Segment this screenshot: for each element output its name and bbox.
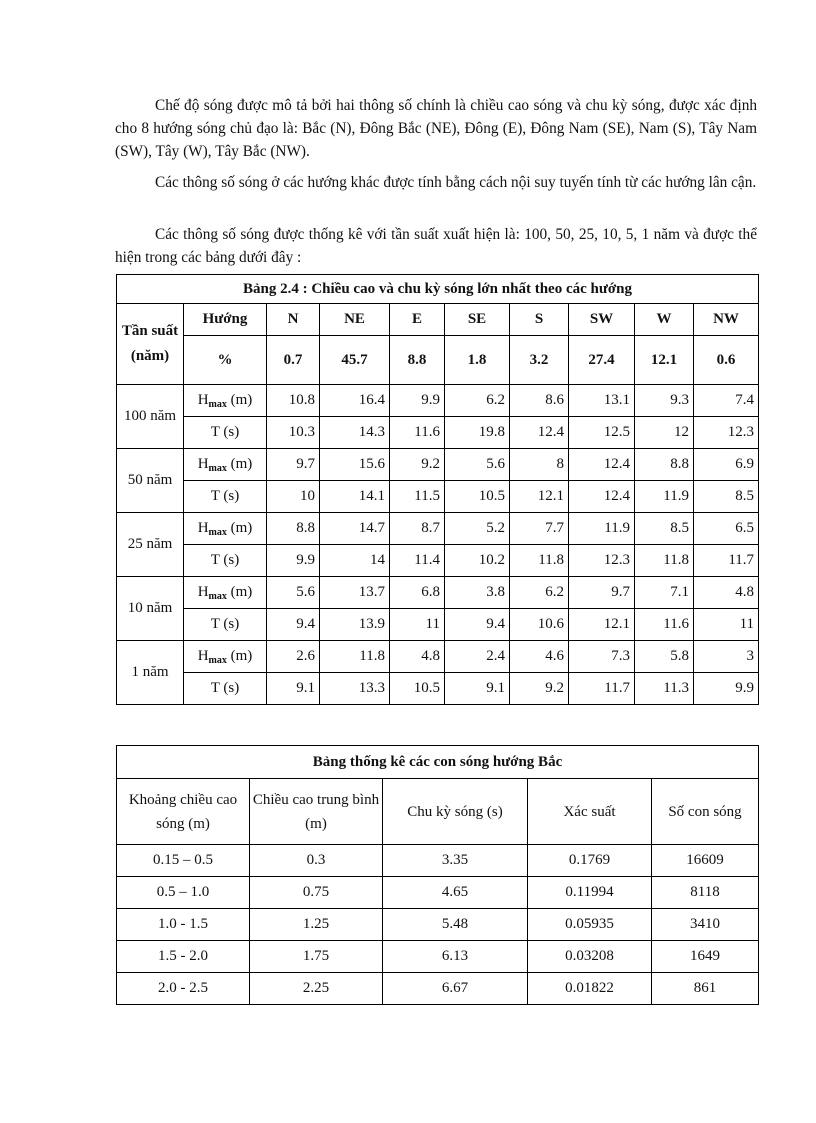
- value-cell: 11.8: [320, 641, 390, 673]
- table2-caption: Bảng thống kê các con sóng hướng Bắc: [117, 746, 759, 779]
- value-cell: 13.7: [320, 577, 390, 609]
- value-cell: 11.6: [390, 417, 445, 449]
- table-cell: 0.5 – 1.0: [117, 877, 250, 909]
- height-range-header: Khoảng chiều cao sóng (m): [117, 779, 250, 845]
- table-cell: 1.0 - 1.5: [117, 909, 250, 941]
- value-cell: 9.3: [635, 385, 694, 417]
- table-cell: 1.5 - 2.0: [117, 941, 250, 973]
- value-cell: 12: [635, 417, 694, 449]
- hmax-label: $H_{max}$ (m): [184, 513, 267, 545]
- pct-ne: 45.7: [320, 336, 390, 385]
- value-cell: 9.1: [445, 673, 510, 705]
- dir-nw: NW: [694, 304, 759, 336]
- value-cell: 9.4: [445, 609, 510, 641]
- table1-percent-row: [117, 336, 759, 385]
- value-cell: 5.8: [635, 641, 694, 673]
- table1-header-row: [117, 304, 759, 336]
- freq-cell: 10 năm: [117, 577, 184, 641]
- value-cell: 12.1: [510, 481, 569, 513]
- table-cell: 2.25: [250, 973, 383, 1005]
- value-cell: 10.5: [390, 673, 445, 705]
- value-cell: 10.6: [510, 609, 569, 641]
- table1-row-h: [117, 641, 759, 673]
- value-cell: 5.6: [445, 449, 510, 481]
- value-cell: 5.6: [267, 577, 320, 609]
- table-row: [117, 845, 759, 877]
- table-cell: 861: [652, 973, 759, 1005]
- table-cell: 0.3: [250, 845, 383, 877]
- value-cell: 9.2: [390, 449, 445, 481]
- table-cell: 0.01822: [528, 973, 652, 1005]
- table-cell: 0.1769: [528, 845, 652, 877]
- table-cell: 6.67: [383, 973, 528, 1005]
- value-cell: 6.8: [390, 577, 445, 609]
- wave-period-header: Chu kỳ sóng (s): [383, 779, 528, 845]
- hmax-label: $H_{max}$ (m): [184, 385, 267, 417]
- mean-height-header: Chiều cao trung bình (m): [250, 779, 383, 845]
- value-cell: 9.7: [267, 449, 320, 481]
- value-cell: 14.1: [320, 481, 390, 513]
- value-cell: 10.5: [445, 481, 510, 513]
- value-cell: 10: [267, 481, 320, 513]
- table-cell: 5.48: [383, 909, 528, 941]
- value-cell: 10.3: [267, 417, 320, 449]
- value-cell: 8.5: [635, 513, 694, 545]
- value-cell: 11.7: [569, 673, 635, 705]
- value-cell: 9.9: [267, 545, 320, 577]
- value-cell: 7.1: [635, 577, 694, 609]
- value-cell: 12.4: [510, 417, 569, 449]
- value-cell: 6.9: [694, 449, 759, 481]
- value-cell: 11.4: [390, 545, 445, 577]
- dir-w: W: [635, 304, 694, 336]
- value-cell: 12.5: [569, 417, 635, 449]
- table-cell: 1.25: [250, 909, 383, 941]
- value-cell: 11.8: [635, 545, 694, 577]
- table-row: [117, 973, 759, 1005]
- value-cell: 9.1: [267, 673, 320, 705]
- freq-header: Tần suất (năm): [117, 304, 184, 385]
- table-cell: 0.15 – 0.5: [117, 845, 250, 877]
- value-cell: 9.9: [694, 673, 759, 705]
- value-cell: 19.8: [445, 417, 510, 449]
- value-cell: 7.4: [694, 385, 759, 417]
- value-cell: 3: [694, 641, 759, 673]
- table-row: [117, 941, 759, 973]
- period-label: T (s): [184, 609, 267, 641]
- dir-ne: NE: [320, 304, 390, 336]
- table-cell: 4.65: [383, 877, 528, 909]
- value-cell: 11.5: [390, 481, 445, 513]
- table1-row-h: [117, 577, 759, 609]
- value-cell: 9.2: [510, 673, 569, 705]
- table-cell: 8118: [652, 877, 759, 909]
- value-cell: 9.9: [390, 385, 445, 417]
- percent-header: %: [184, 336, 267, 385]
- period-label: T (s): [184, 481, 267, 513]
- hmax-label: $H_{max}$ (m): [184, 577, 267, 609]
- value-cell: 11.9: [635, 481, 694, 513]
- value-cell: 8.6: [510, 385, 569, 417]
- dir-sw: SW: [569, 304, 635, 336]
- value-cell: 11: [694, 609, 759, 641]
- table-row: [117, 909, 759, 941]
- value-cell: 12.4: [569, 449, 635, 481]
- value-cell: 13.9: [320, 609, 390, 641]
- value-cell: 14.3: [320, 417, 390, 449]
- freq-cell: 1 năm: [117, 641, 184, 705]
- value-cell: 12.4: [569, 481, 635, 513]
- table-cell: 2.0 - 2.5: [117, 973, 250, 1005]
- dir-e: E: [390, 304, 445, 336]
- table-cell: 3.35: [383, 845, 528, 877]
- value-cell: 11.3: [635, 673, 694, 705]
- table-cell: 0.11994: [528, 877, 652, 909]
- table-cell: 0.03208: [528, 941, 652, 973]
- value-cell: 2.6: [267, 641, 320, 673]
- max-wave-table: [116, 274, 759, 705]
- value-cell: 16.4: [320, 385, 390, 417]
- table1-row-t: [117, 417, 759, 449]
- table1-row-t: [117, 673, 759, 705]
- freq-cell: 25 năm: [117, 513, 184, 577]
- pct-e: 8.8: [390, 336, 445, 385]
- table1-caption: Bảng 2.4 : Chiều cao và chu kỳ sóng lớn nhất theo các hướng: [117, 275, 759, 304]
- table-cell: 0.05935: [528, 909, 652, 941]
- pct-nw: 0.6: [694, 336, 759, 385]
- value-cell: 6.2: [445, 385, 510, 417]
- table-cell: 0.75: [250, 877, 383, 909]
- dir-n: N: [267, 304, 320, 336]
- hmax-label: $H_{max}$ (m): [184, 641, 267, 673]
- value-cell: 9.4: [267, 609, 320, 641]
- value-cell: 12.3: [569, 545, 635, 577]
- table2-caption-row: [117, 746, 759, 779]
- probability-header: Xác suất: [528, 779, 652, 845]
- value-cell: 11.6: [635, 609, 694, 641]
- period-label: T (s): [184, 417, 267, 449]
- table1-caption-row: [117, 275, 759, 304]
- table2-header-row: [117, 779, 759, 845]
- value-cell: 11.7: [694, 545, 759, 577]
- value-cell: 3.8: [445, 577, 510, 609]
- value-cell: 9.7: [569, 577, 635, 609]
- freq-cell: 50 năm: [117, 449, 184, 513]
- value-cell: 4.8: [694, 577, 759, 609]
- value-cell: 4.8: [390, 641, 445, 673]
- value-cell: 11: [390, 609, 445, 641]
- value-cell: 11.9: [569, 513, 635, 545]
- value-cell: 10.2: [445, 545, 510, 577]
- value-cell: 6.5: [694, 513, 759, 545]
- north-wave-stats-table: [116, 745, 759, 1005]
- freq-cell: 100 năm: [117, 385, 184, 449]
- table1-row-t: [117, 481, 759, 513]
- value-cell: 8.7: [390, 513, 445, 545]
- value-cell: 13.1: [569, 385, 635, 417]
- dir-se: SE: [445, 304, 510, 336]
- value-cell: 4.6: [510, 641, 569, 673]
- pct-n: 0.7: [267, 336, 320, 385]
- value-cell: 13.3: [320, 673, 390, 705]
- table-cell: 1.75: [250, 941, 383, 973]
- paragraph-interpolation: Các thông số sóng ở các hướng khác được tính bằng cách nội suy tuyến tính từ các hướng lân cận.: [155, 174, 757, 191]
- value-cell: 12.3: [694, 417, 759, 449]
- table-row: [117, 877, 759, 909]
- value-cell: 8.8: [635, 449, 694, 481]
- period-label: T (s): [184, 545, 267, 577]
- table1-row-h: [117, 449, 759, 481]
- pct-s: 3.2: [510, 336, 569, 385]
- table1-row-h: [117, 513, 759, 545]
- paragraph-wave-regime: Chế độ sóng được mô tả bởi hai thông số chính là chiều cao sóng và chu kỳ sóng, được xác định cho 8 hướng sóng chủ đạo là: Bắc (N), Đông Bắc (NE), Đông (E), Đông Nam (SE), Nam (S), Tây Nam (SW), Tây (W), Tây Bắc (NW).: [115, 97, 757, 160]
- value-cell: 8.8: [267, 513, 320, 545]
- table-cell: 16609: [652, 845, 759, 877]
- table1-row-t: [117, 545, 759, 577]
- value-cell: 6.2: [510, 577, 569, 609]
- value-cell: 7.7: [510, 513, 569, 545]
- table-cell: 1649: [652, 941, 759, 973]
- value-cell: 8.5: [694, 481, 759, 513]
- table-cell: 3410: [652, 909, 759, 941]
- value-cell: 2.4: [445, 641, 510, 673]
- hmax-label: $H_{max}$ (m): [184, 449, 267, 481]
- value-cell: 14: [320, 545, 390, 577]
- pct-se: 1.8: [445, 336, 510, 385]
- period-label: T (s): [184, 673, 267, 705]
- pct-w: 12.1: [635, 336, 694, 385]
- value-cell: 11.8: [510, 545, 569, 577]
- value-cell: 10.8: [267, 385, 320, 417]
- pct-sw: 27.4: [569, 336, 635, 385]
- value-cell: 7.3: [569, 641, 635, 673]
- direction-header: Hướng: [184, 304, 267, 336]
- table1-row-t: [117, 609, 759, 641]
- value-cell: 12.1: [569, 609, 635, 641]
- value-cell: 14.7: [320, 513, 390, 545]
- dir-s: S: [510, 304, 569, 336]
- value-cell: 5.2: [445, 513, 510, 545]
- table1-row-h: [117, 385, 759, 417]
- paragraph-frequencies: Các thông số sóng được thống kê với tần suất xuất hiện là: 100, 50, 25, 10, 5, 1 năm và được thể hiện trong các bảng dưới đây :: [115, 226, 757, 266]
- table-cell: 6.13: [383, 941, 528, 973]
- value-cell: 15.6: [320, 449, 390, 481]
- value-cell: 8: [510, 449, 569, 481]
- wave-count-header: Số con sóng: [652, 779, 759, 845]
